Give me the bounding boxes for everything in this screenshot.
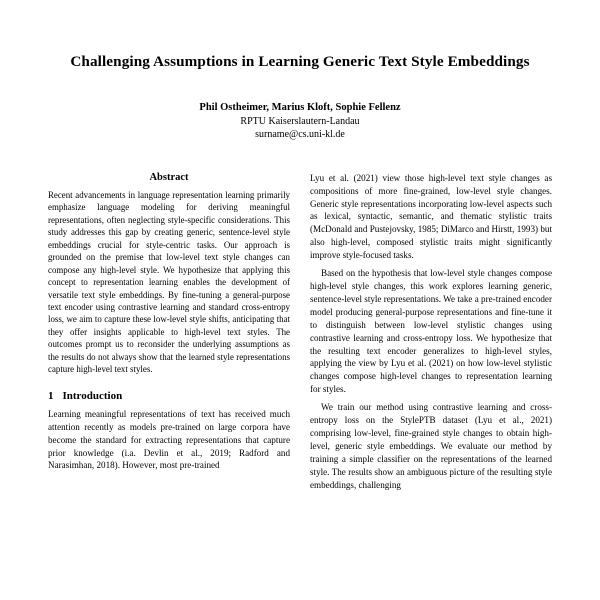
affiliation: RPTU Kaiserslautern-Landau [240, 115, 360, 127]
section-heading-introduction [48, 390, 290, 402]
page-title: Challenging Assumptions in Learning Generic Text Style Embeddings [70, 53, 530, 70]
right-paragraph-1: Lyu et al. (2021) view those high-level text style changes as compositions of more fine-grained, low-level style changes. Generic style representations incorporating low-level aspects such as lexical, syntactic, semantic, and thematic stylistic traits (McDonald and Pustejovsky, 1985; DiMarco and Hirstt, 1993) but also high-level, composed stylistic traits might significantly improve style-focused tasks. [310, 172, 552, 261]
section-title: Introduction [62, 389, 123, 402]
right-paragraph-3: We train our method using contrastive learning and cross-entropy loss on the StylePTB dataset (Lyu et al., 2021) comprising low-level, fine-grained style changes to obtain high-level, generic style embeddings. We evaluate our method by training a simple classifier on the representations of the learned style. The results show an ambiguous picture of the resulting style embeddings, challenging [310, 402, 552, 490]
two-column-body [48, 172, 552, 492]
abstract-heading: Abstract [149, 171, 189, 183]
contact-email: surname@cs.uni-kl.de [255, 128, 345, 140]
right-column [310, 172, 552, 492]
abstract-text: Recent advancements in language representation learning primarily emphasize language modeling for deriving meaningful representations, often neglecting style-specific considerations. This study addresses this gap by creating generic, sentence-level style embeddings crucial for style-centric tasks. Our approach is grounded on the premise that low-level text style changes can compose any high-level style. We hypothesize that applying this concept to representation learning enables the development of versatile text style embeddings. By fine-tuning a general-purpose text encoder using contrastive learning and standard cross-entropy loss, we aim to capture these low-level style shifts, anticipating that they offer insights applicable to high-level text styles. The outcomes prompt us to reconsider the underlying assumptions as the results do not always show that the learned style representations capture high-level text styles. [48, 189, 290, 375]
abstract-section [48, 172, 290, 376]
author-list: Phil Ostheimer, Marius Kloft, Sophie Fellenz [199, 101, 401, 113]
right-paragraph-2: Based on the hypothesis that low-level style changes compose high-level style changes, this work explores learning generic, sentence-level style representations. We take a pre-trained encoder model producing general-purpose representations and fine-tune it to distinguish between low-level stylistic changes using contrastive learning and cross-entropy loss. We hypothesize that the resulting text encoder generalizes to high-level styles, applying the view by Lyu et al. (2021) on how low-level stylistic changes compose high-level changes to representation learning for styles. [310, 268, 552, 395]
intro-paragraph-1: Learning meaningful representations of text has received much attention recently as models pre-trained on large corpora have become the standard for extracting representations that capture prior knowledge (i.a. Devlin et al., 2019; Radford and Narasimhan, 2018). However, most pre-trained [48, 408, 290, 471]
left-column [48, 172, 290, 492]
section-number: 1 [48, 389, 54, 402]
